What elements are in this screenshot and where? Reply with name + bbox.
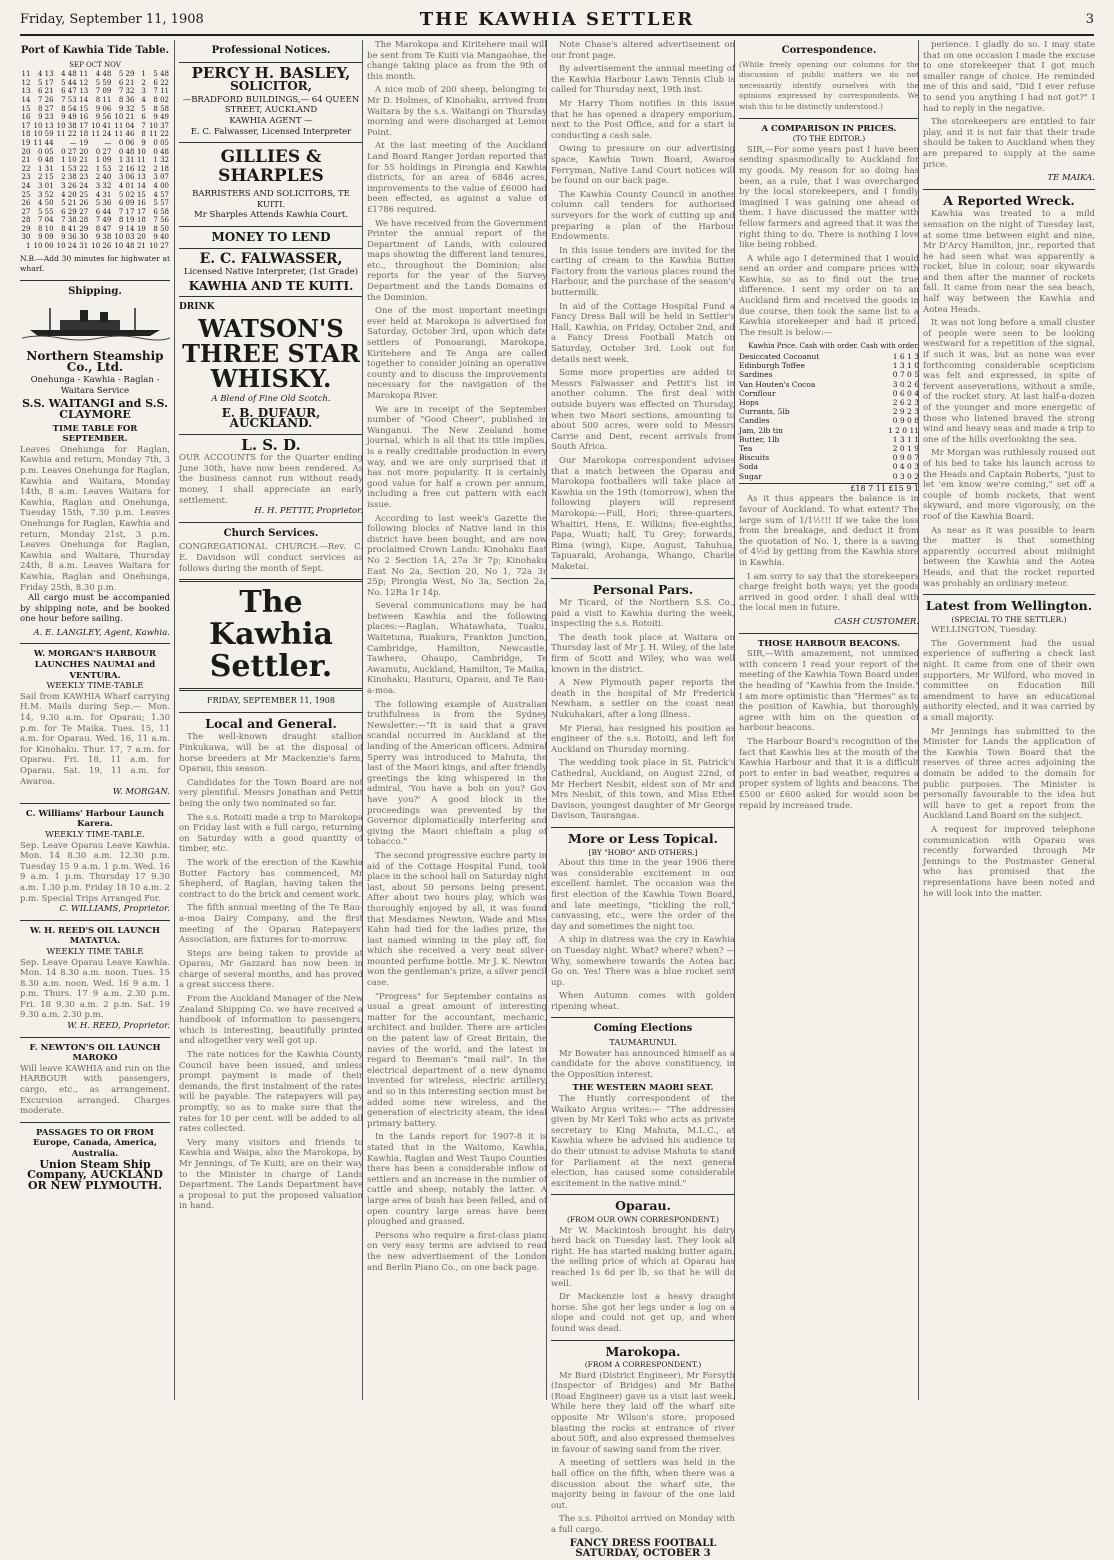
masthead bbox=[20, 8, 1094, 36]
flag-date: FRIDAY, SEPTEMBER 11, 1908 bbox=[207, 696, 335, 706]
price-item: Van Houten's Cocoa bbox=[739, 379, 816, 389]
price-values: 0 9 0 7 bbox=[892, 453, 919, 463]
tide-note: N.B.—Add 30 minutes for highwater at wharf. bbox=[20, 253, 170, 274]
williams-timetable: WEEKLY TIME-TABLE. bbox=[45, 829, 145, 840]
harbour-beacons-heading: THOSE HARBOUR BEACONS. bbox=[757, 638, 901, 649]
page-columns bbox=[20, 40, 1095, 1560]
falwasser-places: KAWHIA AND TE KUITI. bbox=[188, 278, 354, 293]
price-item: Candles bbox=[739, 416, 770, 426]
steamship-service: Onehunga - Kawhia - Raglan - Waitara Service bbox=[30, 375, 160, 396]
price-item: Jam, 2lb tin bbox=[739, 425, 783, 435]
sharples-court-note: Mr Sharples Attends Kawhia Court. bbox=[194, 210, 348, 221]
morgan-signature: W. MORGAN. bbox=[112, 787, 170, 798]
oparau-byline: (FROM OUR OWN CORRESPONDENT.) bbox=[566, 1214, 720, 1224]
money-to-lend: MONEY TO LEND bbox=[211, 229, 331, 244]
price-item: Desiccated Cocoanut bbox=[739, 352, 820, 362]
tide-table-title: Port of Kawhia Tide Table. bbox=[20, 45, 170, 56]
steamship-icon bbox=[20, 304, 170, 340]
price-row bbox=[739, 462, 919, 471]
price-item: Cornflour bbox=[739, 388, 776, 398]
kawhia-agent-label: KAWHIA AGENT — bbox=[229, 115, 313, 126]
newton-launch: F. NEWTON'S OIL LAUNCH MAROKO bbox=[29, 1042, 161, 1064]
oparau-heading: Oparau. bbox=[615, 1198, 671, 1214]
price-values: 1 2 0 11 bbox=[887, 425, 919, 435]
price-row bbox=[739, 426, 919, 435]
falwasser-interpreter-line: E. C. Falwasser, Licensed Interpreter bbox=[190, 126, 352, 137]
column-4: Note Chase's altered advertisement on our front page. By advertisement the annual meeting of the Kawhia Harbour Lawn Tennis Club is called for Thursday next, 19th inst. Mr Harry Thom notifies in this issue that he has opened a drapery emporium, next to the Post Office, and for a start is conducting a cash sale. Owing to pressure on our advertising space, Kawhia Town Board, Awaroa Ferryman, Native Land Court notices will be found on our back page. The Kawhia County Council in another column call tenders for authorised surveyors for the work of cutting up and preparing a plan of the Harbour Endowments. In this issue tenders are invited for the carting of cream to the Kawhia Butter Factory from the various places round the Harbour, and the purchase of the season's buttermilk. In aid of the Cottage Hospital Fund a Fancy Dress Ball will be held in Settler's Hall, Kawhia, on Friday, October 2nd, and a Fancy Dress Football Match on Saturday, October 3rd. Look out for details next week. Some more properties are added to Messrs Falwasser and Pettit's list in another column. The first deal with outside buyers was effected on Thursday, when two Maori sections, amounting to about 500 acres, were sold to Messrs Carrie and Dent, recent arrivals from South Africa. Our Marokopa correspondent advises that a match between the Oparau and Marokopa footballers will take place at Kawhia on the 19th (tomorrow), when the following players will represent Marokopa:—Full, Hori; three-quarters, Whaitiri, Hens, E. Wilkins; five-eighths, Papa, Wuati; half, Tu Grey; forwards, Rima (wing), Kupe, August, Tahuhua, Tapuaraki, Arohanga, Whango, Charlie Maketai. Personal Pars. Mr Ticard, of the Northern S.S. Co., paid a visit to Kawhia during the week, inspecting the s.s. Rotoiti. The death took place at Waitara on Thursday last of Mr J. H. Wiley, of the late firm of Scott and Wiley, who was well known in the district. A New Plymouth paper reports the death in the hospital of Mr Frederick Newham, a settler on the coast near Nukuhakari, after a long illness. Mr Pierai, has resigned his position as engineer of the s.s. Rotoiti, and left for Auckland on Thursday morning. The wedding took place in St. Patrick's Cathedral, Auckland, on August 22nd, of Mr Herbert Nesbit, eldest son of Mr and Mrs Nesbit, of this town, and Miss Ethel Davison, youngest daughter of Mr George Davison, Taurangaa. More or Less Topical. [BY "HOBO" AND OTHERS.] About this time in the year 1906 there was considerable excitement in our excellent hamlet. The occasion was the first election of the Kawhia Town Board, and late meetings, "tickling the roll," canvassing, etc., were the order of the day and sometimes the night too. A ship in distress was the cry in Kawhia on Tuesday night. What? where? when? —Why, somewhere towards the Aotea bar. Go on. Yes! There was a blue rocket sent up. When Autumn comes with golden ripening wheat. Coming Elections TAUMARUNUI. Mr Bowater has announced himself as a candidate for the above constituency, in the Opposition interest. THE WESTERN MAORI SEAT. The Huntly correspondent of the Waikato Argus writes:— "The addresses given by Mr Kerl Toki who acts as private secretary to King Mahuta, M.L.C., at Kawhia where he advised his audience to do their utmost to advise Mahuta to stand for Parliament at the next general election, has caused some considerable excitement in the native mind." Oparau. (FROM OUR OWN CORRESPONDENT.) Mr W. Mackintosh brought his dairy herd back on Tuesday last. They look all right. He has started making butter again, the selling price of which at Oparau has reached 1s 6d per lb, so that he will do well. Dr Mackenzie lost a heavy draught horse. She got her legs under a log on a slope and could not get up, and when found was dead. Marokopa. (FROM A CORRESPONDENT.) Mr Burd (District Engineer), Mr Forsyth (Inspector of Bridges) and Mr Bathe (Road Engineer) gave us a visit last week. While here they laid off the wharf site opposite Mr Wilson's store, proposed blasting the rocks at entrance of river about 50ft, and also expressed themselves in favour of sawing sand from the river. A meeting of settlers was held in the hall office on the fifth, when there was a discussion about the wharf site, the majority being in favour of the one laid out. The s.s. Pihoitoi arrived on Monday with a full cargo. FANCY DRESS FOOTBALL SATURDAY, OCTOBER 3 bbox=[546, 40, 735, 1400]
price-item: Tea bbox=[739, 444, 753, 454]
western-maori-heading: THE WESTERN MAORI SEAT. bbox=[572, 1083, 714, 1094]
column-1: Port of Kawhia Tide Table. SEP OCT NOV 11 4 13 4 48 11 4 48 5 29 1 5 48 12 5 17 5 44 12 5 59 6 21 2 6 22 13 6 21 6 47 13 7 09 7 32 3 7 11 14 7 26 7 53 14 8 11 8 36 4 8 02 15 8 27 8 54 15 9 06 9 32 5 8 58 16 9 23 9 49 16 9 56 10 21 6 9 49 17 10 13 10 38 17 10 41 11 04 7 10 37 18 10 59 11 22 18 11 24 11 46 8 11 22 19 11 44 — 19 — 0 06 9 0 05 20 0 05 0 27 20 0 27 0 48 10 0 48 21 0 48 1 10 21 1 09 1 31 11 1 32 22 1 31 1 53 22 1 53 2 16 12 2 18 23 2 15 2 38 23 2 40 3 06 13 3 07 24 3 01 3 26 24 3 32 4 01 14 4 00 25 3 52 4 20 25 4 31 5 02 15 4 57 26 4 50 5 21 26 5 36 6 09 16 5 57 27 5 55 6 29 27 6 44 7 17 17 6 58 28 7 04 7 38 28 7 49 8 19 18 7 56 29 8 10 8 41 29 8 47 9 14 19 8 50 30 9 09 9 36 30 9 38 10 03 20 9 40 1 10 00 10 24 31 10 26 10 48 21 10 27 N.B.—Add 30 minutes for highwater at wharf. Shipping. Northern Steamship Co., Ltd. Onehunga - Kawhia - Raglan - Waitara Service S.S. WAITANGI and S.S. CLAYMORE TIME TABLE FOR SEPTEMBER. Leaves Onehunga for Raglan, Kawhia and return, Monday 7th, 3 p.m. Leaves Onehunga for Raglan, Kawhia and Waitara, Monday 14th, 8 a.m. Leaves Waitara for Kawhia, Raglan and Onehunga, Tuesday 15th, 7.30 p.m. Leaves Onehunga for Raglan, Kawhia and return, Monday 21st, 3 p.m. Leaves Onehunga for Raglan, Kawhia and Waitara, Thursday 24th, 8 a.m. Leaves Waitara for Kawhia, Raglan and Onehunga, Friday 25th, 8.30 p.m. All cargo must be accompanied by shipping note, and be booked one hour before sailing. A. E. LANGLEY, Agent, Kawhia. W. MORGAN'S HARBOUR LAUNCHES NAUMAI and VENTURA. WEEKLY TIME-TABLE Sail from KAWHIA Wharf carrying H.M. Mails during Sep.— Mon. 14, 9.30 a.m. for Oparau; 1.30 p.m. for Te Maika. Tues. 15, 11 a.m. for Oparau. Wed. 16, 11 a.m. for Kinohaku. Thur. 17, 7 a.m. for Oparau. Fri. 18, 11 a.m. for Oparau. Sat. 19, 11 a.m. for Awaroa. W. MORGAN. C. Williams' Harbour Launch Karera. WEEKLY TIME-TABLE. Sep. Leave Oparau Leave Kawhia. Mon. 14 8.30 a.m. 12.30 p.m. Tuesday 15 9 a.m. 1 p.m. Wed. 16 9 a.m. 1 p.m. Thursday 17 9.30 a.m. 1.30 p.m. Friday 18 10 a.m. 2 p.m. Special Trips Arranged For. C. WILLIAMS, Proprietor. W. H. REED'S OIL LAUNCH MATATUA. WEEKLY TIME TABLE Sep. Leave Oparau Leave Kawhia. Mon. 14 8.30 a.m. noon. Tues. 15 8.30 a.m. noon. Wed. 16 9 a.m. 1 p.m. Thurs. 17 9 a.m. 2.30 p.m. Fri. 18 9.30 a.m. 2 p.m. Sat. 19 9.30 a.m. 2.30 p.m. W. H. REED, Proprietor. F. NEWTON'S OIL LAUNCH MAROKO Will leave KAWHIA and run on the HARBOUR with passengers, cargo, etc., as arrangement. Excursion arranged. Charges moderate. PASSAGES TO OR FROM Europe, Canada, America, Australia. Union Steam Ship Company, AUCKLAND OR NEW PLYMOUTH. bbox=[20, 45, 170, 1192]
price-row bbox=[739, 389, 919, 398]
price-values: 0 9 0 8 bbox=[892, 416, 919, 426]
tide-table-header: SEP OCT NOV bbox=[69, 60, 121, 69]
price-item: Biscuits bbox=[739, 453, 770, 463]
lsd-heading: L. S. D. bbox=[241, 435, 301, 454]
basley-role: SOLICITOR, bbox=[230, 79, 312, 94]
falwasser-name: E. C. FALWASSER, bbox=[199, 250, 343, 267]
topical-byline: [BY "HOBO" AND OTHERS.] bbox=[588, 847, 698, 857]
price-item: Sugar bbox=[739, 471, 762, 481]
steamship-cargo-notice: All cargo must be accompanied by shipping note, and be booked one hour before sailing. bbox=[20, 593, 170, 625]
price-row bbox=[739, 444, 919, 453]
steamship-timetable-title: TIME TABLE FOR SEPTEMBER. bbox=[52, 423, 138, 445]
williams-launch: C. Williams' Harbour Launch Karera. bbox=[25, 808, 165, 830]
coming-elections-heading: Coming Elections bbox=[593, 1023, 693, 1035]
column-5: Correspondence. (While freely opening our columns for the discussion of public matters we do not necessarily identify ourselves with the opinions expressed by correspondents. We wish this to be distinctly understood.) A COMPARISON IN PRICES. (TO THE EDITOR.) SIR,—For some years past I have been sending spasmodically to Auckland for my goods. My reason for so doing has been, as a rule, that I was overcharged by the local storekeepers, and I fondly imagined I was gaining one ahead of them. I have discussed the matter with fellow farmers and agreed that it was the right thing to do. There is nothing I love like being robbed. A while ago I determined that I would send an order and compare prices with Kawhia, so as to find out the true difference. I sent my order on to an Auckland firm and received the goods in due course, then took the same list to a Kawhia storekeeper and had it priced. The result is below:— Kawhia Price. Cash with order. Cash with order. Desiccated Cocoanut 1 6 1 3 Edinburgh Toffee 1 3 1 0 Sardines 0 7 0 5 Van Houten's Cocoa 3 0 2 6 Cornflour 0 6 0 4 Hops 2 6 2 3 Currants, 5lb 2 9 2 3 Candles 0 9 0 8 Jam, 2lb tin 1 2 0 11 Butter, 1lb 1 3 1 1 Tea 2 0 1 9 Biscuits 0 9 0 7 Soda 0 4 0 3 Sugar 0 3 0 2 £18 7 11 £15 9 1 As it thus appears the balance is in favour of Auckland. To what extent? The large sum of 1/1½!!! If we take the loss from the breakage, and deduct it from the quotation of No. 1, there is a saving of 4½d by getting from the Kawhia store in Kawhia. I am sorry to say that the storekeepers charge freight both ways; yet the goods arrived in good order. I shall deal with the local men in future. CASH CUSTOMER. THOSE HARBOUR BEACONS. SIR,—With amazement, not unmixed with concern I read your report of the meeting of the Kawhia Town Board under the heading of "Kawhia from the Inside." I am more optimistic than "Hermes" as to the position of Kawhia, but thoroughly agree with him on the question of harbour beacons. The Harbour Board's recognition of the fact that Kawhia lies at the mouth of the Kawhia Harbour and that it is a difficult port to enter in bad weather, requires a proper system of lights and beacons. The £500 or £600 asked for would soon be repaid by increased trade. bbox=[734, 40, 919, 1400]
newspaper-flag: The Kawhia Settler. bbox=[209, 585, 333, 685]
latest-special: (SPECIAL TO THE SETTLER.) bbox=[951, 614, 1067, 624]
price-row bbox=[739, 352, 919, 361]
marokopa-heading: Marokopa. bbox=[605, 1343, 681, 1359]
prices-total: £18 7 11 £15 9 1 bbox=[739, 483, 919, 495]
price-item: Sardines bbox=[739, 370, 773, 380]
passages-notice: PASSAGES TO OR FROM Europe, Canada, America, Australia. bbox=[33, 1127, 157, 1159]
price-values: 1 3 1 0 bbox=[892, 361, 919, 371]
taumarunui-heading: TAUMARUNUI. bbox=[609, 1038, 677, 1049]
newspaper-title: THE KAWHIA SETTLER bbox=[419, 9, 695, 30]
watsons-whisky: WATSON'S THREE STAR WHISKY. bbox=[182, 313, 360, 393]
price-list bbox=[739, 352, 919, 481]
column-6: perience. I gladly do so. I may state that on one occasion I made the excuse to one storekeeper that I got much smaller range of choice. He reminded me of this and said, "Did I ever refuse to send you anything I had not got?" I had to reply in the negative. The storekeepers are entitled to fair play, and it is not fair that their trade should be taken to Auckland when they are prepared to supply at the same price. TE MAIKA. A Reported Wreck. Kawhia was treated to a mild sensation on the night of Tuesday last, at some time between eight and nine, Mr D'Arcy Hamilton, jnr., reported that he had seen what was apparently a rocket, blue in colour, soar skywards and then after the manner of rockets fall. It came from near the sea beach, half way between the Kawhia and Aotea Heads. It was not long before a small cluster of people were seen to be looking westward for a repetition of the signal, if such it was, but as none was ever forthcoming considerable scepticism was felt and expressed, in spite of fervent asseverations, without a smile, of the rocket story. At last half-a-dozen of the younger and more energetic of those who listened braved the strong wind and heavy seas and made a trip to one of the hills overlooking the sea. Mr Morgan was ruthlessly roused out of his bed to take his launch across to the Heads and Captain Roberts, "just to let 'em know we're coming," set off a couple of bomb rockets, that went skyward, and more vigorously, on the roof of the Kawhia Board. As near as it was possible to learn the matter is that something apparently occurred about midnight between the Kawhia and the Aotea Heads, and that the rocket reported was probably an ordinary meteor. Latest from Wellington. (SPECIAL TO THE SETTLER.) WELLINGTON, Tuesday. The Government had the usual experience of suffering a check last night. It came from one of their own supporters, Mr Wilford, who moved in committee on Education Bill amendment to have an educational authority elected, and it was carried by a small majority. Mr Jennings has submitted to the Minister for Lands the application of the Kawhia Town Board that the reserves of three acres adjoining the domain be added to the domain for public purposes. The Minister is personally favourable to the idea but will have to get a report from the Auckland Land Board on the subject. A request for improved telephone communication with Oparau was recently forwarded through Mr Jennings to the Postmaster General who has promised that the representations have been noted and he will look into the matter. bbox=[918, 40, 1095, 1400]
price-values: 2 9 2 3 bbox=[892, 407, 919, 417]
price-row bbox=[739, 416, 919, 425]
price-row bbox=[739, 398, 919, 407]
tide-table: 11 4 13 4 48 11 4 48 5 29 1 5 48 12 5 17 5 44 12 5 59 6 21 2 6 22 13 6 21 6 47 13 7 09 7 32 3 7 11 14 7 26 7 53 14 8 11 8 36 4 8 02 15 8 27 8 54 15 9 06 9 32 5 8 58 16 9 23 9 49 16 9 56 10 21 6 9 49 17 10 13 10 38 17 10 41 11 04 7 10 37 18 10 59 11 22 18 11 24 11 46 8 11 22 19 11 44 — 19 — 0 06 9 0 05 20 0 05 0 27 20 0 27 0 48 10 0 48 21 0 48 1 10 21 1 09 1 31 11 1 32 22 1 31 1 53 22 1 53 2 16 12 2 18 23 2 15 2 38 23 2 40 3 06 13 3 07 24 3 01 3 26 24 3 32 4 01 14 4 00 25 3 52 4 20 25 4 31 5 02 15 4 57 26 4 50 5 21 26 5 36 6 09 16 5 57 27 5 55 6 29 27 6 44 7 17 17 6 58 28 7 04 7 38 28 7 49 8 19 18 7 56 29 8 10 8 41 29 8 47 9 14 19 8 50 30 9 09 9 36 30 9 38 10 03 20 9 40 1 10 00 10 24 31 10 26 10 48 21 10 27 bbox=[21, 70, 169, 251]
latest-wellington-heading: Latest from Wellington. bbox=[925, 598, 1093, 614]
more-or-less-topical-heading: More or Less Topical. bbox=[567, 830, 718, 846]
column-2: Professional Notices. PERCY H. BASLEY, SOLICITOR, —BRADFORD BUILDINGS,— 64 QUEEN STREET, AUCKLAND KAWHIA AGENT — E. C. Falwasser, Licensed Interpreter GILLIES & SHARPLES BARRISTERS AND SOLICITORS, TE KUITI. Mr Sharples Attends Kawhia Court. MONEY TO LEND E. C. FALWASSER, Licensed Native Interpreter, (1st Grade) KAWHIA AND TE KUITI. DRINK WATSON'S THREE STAR WHISKY. A Blend of Fine Old Scotch. E. B. DUFAUR, AUCKLAND. L. S. D. OUR ACCOUNTS for the Quarter ending June 30th, have now been rendered. As the business cannot run without ready money, I shall appreciate an early settlement. H. H. PETTIT, Proprietor. Church Services. CONGREGATIONAL CHURCH.—Rev. C. E. Davidson will conduct services as follows during the month of Sept. The Kawhia Settler. FRIDAY, SEPTEMBER 11, 1908 Local and General. The well-known draught stallion Pinkukawa, will be at the disposal of horse breeders at Mr Mackenzie's farm, Oparau, this season. Candidates for the Town Board are not very plentiful. Messrs Jonathan and Pettit being the only two nominated so far. The s.s. Rotoiti made a trip to Marokopa on Friday last with a full cargo, returning on Saturday with a good quantity of timber, etc. The work of the erection of the Kawhia Butter Factory has commenced, Mr Shepherd, of Raglan, having taken the contract to do the brick and cement work. The fifth annual meeting of the Te Rau-a-moa Dairy Company, and the first meeting of the Oparau Ratepayers' Association, are fixtures for to-morrow. Steps are being taken to provide at Oparau, Mr Gazzard has now been in charge of several months, and has proved a great success there. From the Auckland Manager of the New Zealand Shipping Co. we have received a handbook of information to passengers, which is interesting, beautifully printed and altogether very well got up. The rate notices for the Kawhia County Council have been issued, and unless prompt payment is made of their demands, the first instalment of the rates will be payable. The ratepayers will pay promptly, so as to make sure that the rates for 10 per cent. will be added to all rates collected. Very many visitors and friends to Kawhia and Waipa, also the Marokopa, by Mr Jennings, of Te Kuiti, are on their way to the Minister in charge of Lands Department. The Lands Department have a proposal to put the proposed valuation in hand. bbox=[174, 40, 363, 1400]
whisky-blend: A Blend of Fine Old Scotch. bbox=[211, 393, 331, 404]
price-row bbox=[739, 407, 919, 416]
comparison-to-editor: (TO THE EDITOR.) bbox=[792, 134, 866, 144]
pettit-signature: H. H. PETTIT, Proprietor. bbox=[254, 506, 363, 517]
marokopa-byline: (FROM A CORRESPONDENT.) bbox=[584, 1360, 702, 1370]
price-values: 1 3 1 1 bbox=[892, 434, 919, 444]
basley-address: —BRADFORD BUILDINGS,— 64 QUEEN STREET, AUCKLAND bbox=[182, 94, 360, 116]
professional-notices-heading: Professional Notices. bbox=[211, 45, 331, 56]
gillies-sharples: GILLIES & SHARPLES bbox=[218, 147, 324, 187]
prices-header: Kawhia Price. Cash with order. Cash with order. bbox=[748, 342, 919, 351]
morgan-timetable: WEEKLY TIME-TABLE bbox=[46, 681, 144, 692]
steamship-vessels: S.S. WAITANGI and S.S. CLAYMORE bbox=[22, 397, 168, 421]
page-number: 3 bbox=[1085, 12, 1094, 27]
price-values: 2 6 2 3 bbox=[892, 398, 919, 408]
correspondence-heading: Correspondence. bbox=[781, 45, 877, 56]
price-item: Edinburgh Toffee bbox=[739, 361, 805, 371]
price-item: Hops bbox=[739, 398, 759, 408]
drink-label: DRINK bbox=[179, 302, 215, 313]
reed-launch: W. H. REED'S OIL LAUNCH MATATUA. bbox=[29, 925, 161, 947]
price-values: 2 0 1 9 bbox=[892, 444, 919, 454]
price-row bbox=[739, 380, 919, 389]
personal-pars-heading: Personal Pars. bbox=[592, 581, 694, 597]
price-item: Soda bbox=[739, 462, 758, 472]
price-item: Butter, 1lb bbox=[739, 434, 780, 444]
price-row bbox=[739, 361, 919, 370]
price-values: 3 0 2 6 bbox=[892, 379, 919, 389]
union-steam-ship: Union Steam Ship Company, AUCKLAND OR NEW PLYMOUTH. bbox=[27, 1157, 163, 1192]
reed-signature: W. H. REED, Proprietor. bbox=[67, 1021, 170, 1032]
steamship-agent: A. E. LANGLEY, Agent, Kawhia. bbox=[33, 627, 170, 638]
cash-customer-signature: CASH CUSTOMER. bbox=[834, 617, 919, 627]
williams-signature: C. WILLIAMS, Proprietor. bbox=[59, 904, 170, 915]
price-row bbox=[739, 370, 919, 379]
price-values: 0 6 0 4 bbox=[892, 388, 919, 398]
price-row bbox=[739, 453, 919, 462]
church-services-heading: Church Services. bbox=[223, 527, 319, 539]
price-values: 0 4 0 3 bbox=[892, 462, 919, 472]
reported-wreck-heading: A Reported Wreck. bbox=[943, 192, 1075, 208]
shipping-heading: Shipping. bbox=[68, 285, 122, 297]
falwasser-role: Licensed Native Interpreter, (1st Grade) bbox=[183, 267, 359, 278]
column-3: The Marokopa and Kiritehere mail will be sent from Te Kuiti via Mangaohae, the change taking place as from the 9th of this month. A nice mob of 200 sheep, belonging to Mr D. Holmes, of Kinohaku, arrived from Waitara by the s.s. Waitangi on Thursday morning and were discharged at Lemon Point. At the last meeting of the Auckland Land Board Ranger Jordan reported that for 55 holdings in Pirongia and Kawhia districts, for an area of 6846 acres, improvements to the value of £6000 had been effected, as against a value of £1786 required. We have received from the Government Printer the annual report of the Department of Lands, with coloured maps showing the different land tenures, etc., throughout the Dominion; also reports for the year of the Survey Department and the Lands Domains of the Dominion. One of the most important meetings ever held at Marokopa is advertised for Saturday, October 3rd, upon which date settlers of Ponoarangi, Marokopa, Kiritehere and Te Anga are called together to consider joining an operative county and to discuss the improvements necessary for the navigation of the Marokopa River. We are in receipt of the September number of "Good Cheer", published in Wanganui. The New Zealand home journal, which is all that its title implies, is a really creditable production in every way, and we are only surprised that it has not more popularity. It is certainly good value for half a crown per annum, including a free cut pattern with each issue. According to last week's Gazette the following blocks of Native land in this district have been bought, and are now proclaimed Crown Lands: Kinohaku East No 2 Section 1A, 27a 3r 7p; Kinohaku East No 2a, Section 20, No 1, 72a 3r 25p; Pirongia West, No 3a, Section 2a, No. 12Ra 1r 14p. Several communications may be had between Kawhia and the following places:—Raglan, Whatawhata, Tuaku, Waitetuna, Ruakura, Frankton Junction, Cambridge, Hamilton, Newcastle, Tawhero, Ohaupo, Cambridge, Te Awamutu, Auckland, Hamilton, Te Maika, Kinohaku, Hauturu, Oparau, and Te Rau-a-moa. The following example of Australian truthfulness is from the Sydney Newsletter:—"It is said that a grave scandal occurred in Auckland at the landing of the American officers. Admiral Sperry was introduced to Mahuta, the last of the Maori kings, and after friendly greetings the king whispered in the admiral, 'You have a bob on you? Gov have you?' A good block in the proceedings was prevented by the Governor diplomatically interfering and giving the Maori chieftain a plug of tobacco." The second progressive euchre party in aid of the Cottage Hospital Fund, took place in the school hall on Saturday night last, about 50 persons being present. After about two hours play, which was thoroughly enjoyed by all, it was found that Mesdames Newton, Wade and Miss Kahn had tied for the ladies prize, the last named winning in the play off, for which she received a very neat silver-mounted perfume bottle. Mr J. K. Newton won the gentleman's prize, a silver pencil case. "Progress" for September contains as usual a great amount of interesting matter for the accountant, mechanic, architect and builder. There are articles on the patent law of Great Britain, the navies of the world, and the latest in regard to Beeman's "mail rail". In the electrical department of a new dynamo invented for wireless, electric artillery, and so in this interesting section must be added some new wireless, and the generation of electricity steam, the ideal primary battery. In the Lands report for 1907-8 it is stated that in the Waitomo, Kawhia, Kawhia, Raglan and West Taupo Counties there has been a considerable inflow of settlers and an increase in the number of cattle and sheep, notably the latter. A large area of bush has been felled, and of open country large areas have been ploughed and grassed. Persons who require a first-class piano on very easy terms are advised to read the new advertisement of the London and Berlin Piano Co., on one back page. bbox=[362, 40, 547, 1400]
price-row bbox=[739, 472, 919, 481]
comparison-heading: A COMPARISON IN PRICES. bbox=[761, 123, 897, 134]
morgan-launches: W. MORGAN'S HARBOUR LAUNCHES NAUMAI and VENTURA. bbox=[33, 649, 157, 681]
reed-timetable: WEEKLY TIME TABLE bbox=[46, 946, 144, 957]
price-values: 0 3 0 2 bbox=[892, 471, 919, 481]
issue-date: Friday, September 11, 1908 bbox=[20, 12, 204, 27]
fancy-dress-football: FANCY DRESS FOOTBALL SATURDAY, OCTOBER 3 bbox=[569, 1537, 717, 1560]
steamship-company: Northern Steamship Co., Ltd. bbox=[26, 349, 164, 374]
te-maika-signature: TE MAIKA. bbox=[1047, 173, 1095, 184]
price-values: 1 6 1 3 bbox=[892, 352, 919, 362]
price-row bbox=[739, 435, 919, 444]
gillies-sharples-sub: BARRISTERS AND SOLICITORS, TE KUITI. bbox=[192, 189, 350, 210]
local-general-heading: Local and General. bbox=[205, 715, 337, 731]
price-item: Currants, 5lb bbox=[739, 407, 790, 417]
price-values: 0 7 0 5 bbox=[892, 370, 919, 380]
basley-name: PERCY H. BASLEY, bbox=[191, 63, 351, 82]
dufaur-agent: E. B. DUFAUR, AUCKLAND. bbox=[221, 405, 321, 431]
